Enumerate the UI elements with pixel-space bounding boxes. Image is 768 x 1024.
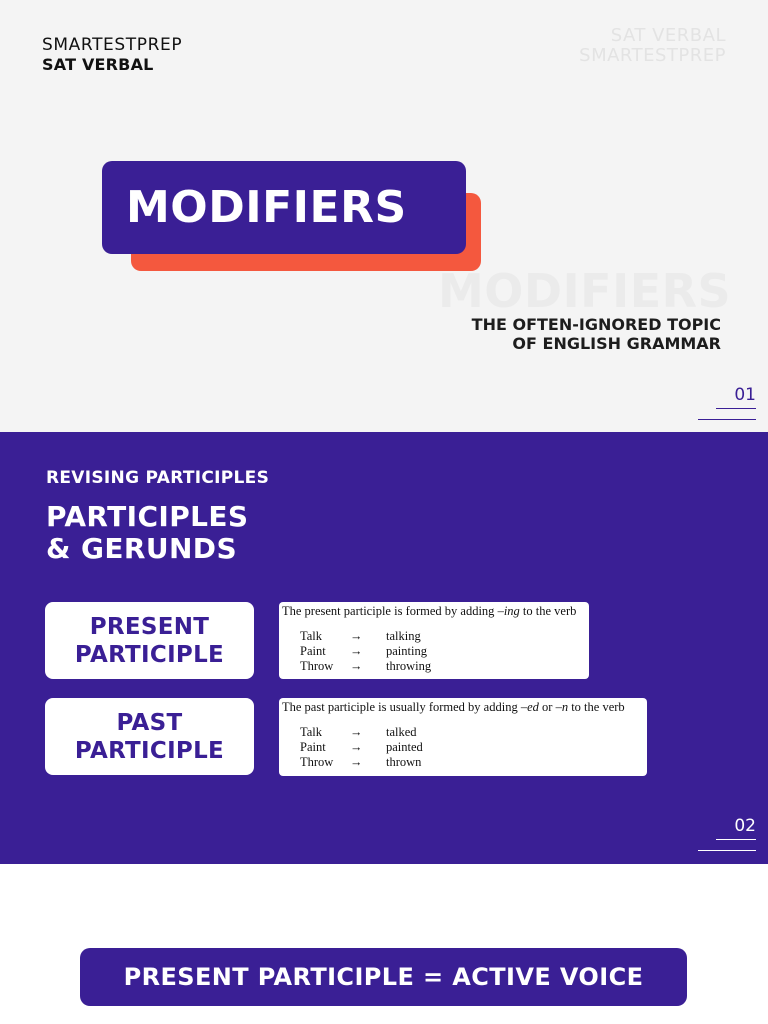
present-examples-table [300,629,431,674]
past-participle-label: PAST PARTICIPLE [45,698,254,775]
banner-text: PRESENT PARTICIPLE = ACTIVE VOICE [123,963,644,991]
page-title: MODIFIERS [126,182,407,233]
page-underline [716,839,756,840]
table-row: Throw → throwing [300,659,432,673]
page-underline-long [698,419,756,420]
slide-title [0,0,768,432]
subtitle-line1: THE OFTEN-IGNORED TOPIC [471,315,721,334]
slide-active-voice [0,864,768,1024]
brand-course: SAT VERBAL [42,55,154,74]
past-examples-table [300,725,423,770]
ghost-title: MODIFIERS [438,264,732,318]
table-row: Paint → painting [300,644,427,658]
table-row: Throw → thrown [300,755,422,769]
present-participle-label: PRESENT PARTICIPLE [45,602,254,679]
slide-participles [0,432,768,864]
ghost-brand: SMARTESTPREP [579,45,726,66]
brand-block [42,37,182,73]
past-rule: The past participle is usually formed by adding –ed or –n to the verb [282,700,625,714]
heading-line2: & GERUNDS [46,532,238,565]
past-participle-card [279,698,647,776]
page-number: 01 [734,385,756,405]
active-voice-banner [80,948,687,1006]
brand-name: SMARTESTPREP [42,35,183,55]
heading-line1: PARTICIPLES [46,500,249,533]
section-eyebrow: REVISING PARTICIPLES [46,468,270,488]
table-row: Talk → talked [300,725,417,739]
present-participle-card [279,602,589,679]
title-box [102,161,466,254]
page-underline [716,408,756,409]
table-row: Paint → painted [300,740,423,754]
page-underline-long [698,850,756,851]
subtitle-line2: OF ENGLISH GRAMMAR [512,334,721,353]
present-rule: The present participle is formed by adding –ing to the verb [282,604,577,618]
ghost-course: SAT VERBAL [610,25,726,46]
table-row: Talk → talking [300,629,421,643]
subtitle [472,315,721,353]
page-number: 02 [734,816,756,836]
section-heading [46,501,248,565]
ghost-watermark-brand [579,27,726,65]
